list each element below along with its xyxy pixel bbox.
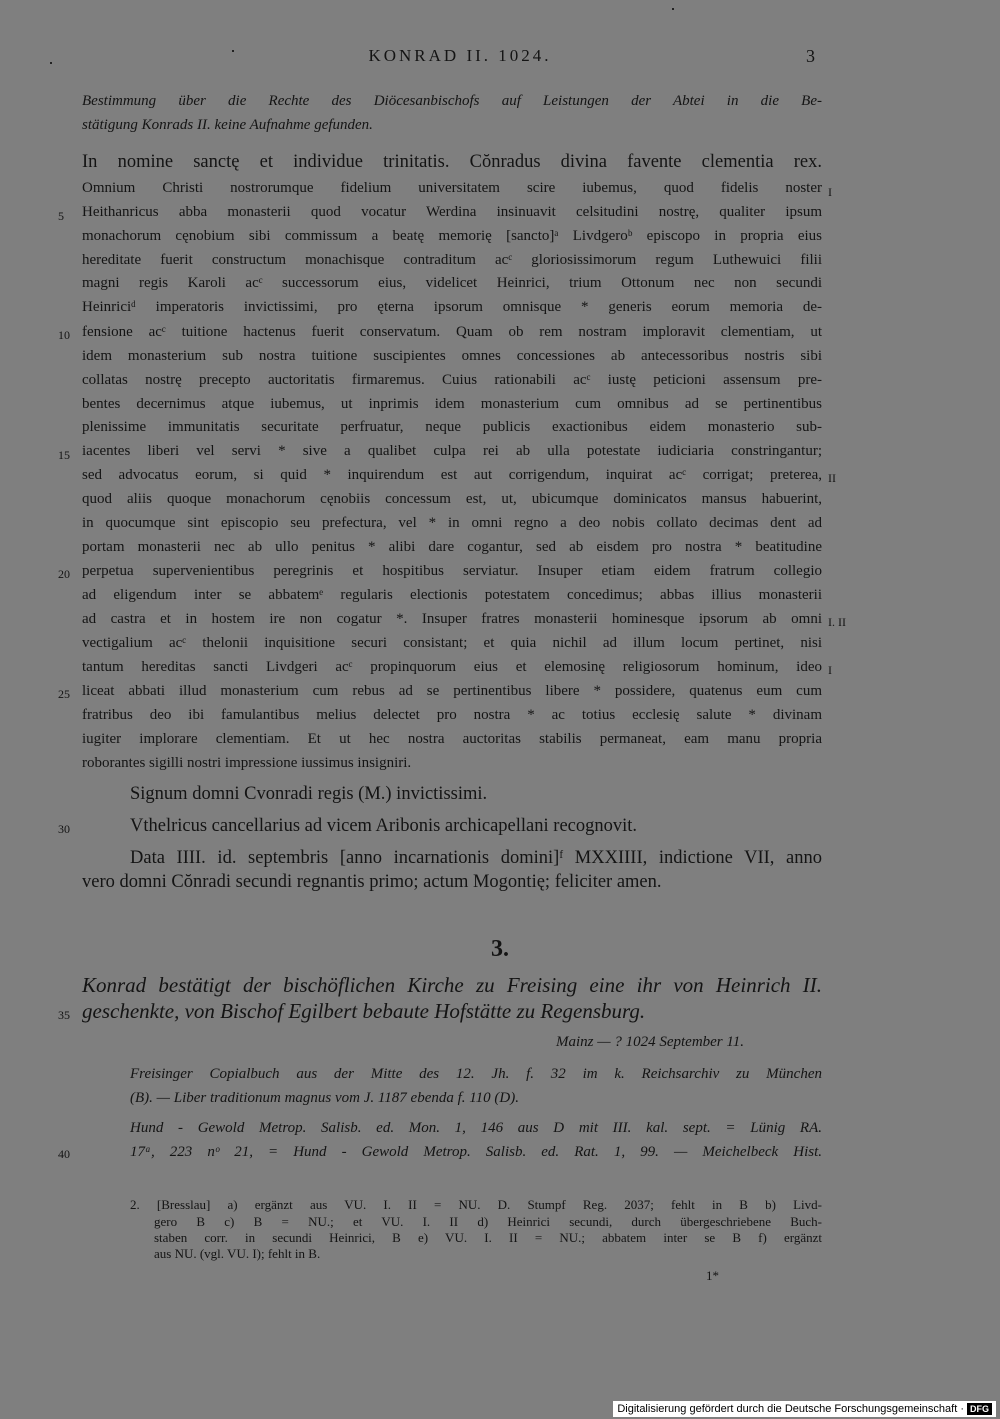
line-number: 10: [58, 328, 70, 342]
line-number: 40: [58, 1147, 70, 1161]
body-line: sed advocatus eorum, si quid * inquirendum est aut corrigendum, inquirat acᶜ corrigat; preterea,: [82, 467, 822, 483]
body-line: iacentes liberi vel servi * sive a qualibet culpa rei ab ulla potestate iudiciaria constringantur;: [82, 443, 822, 459]
body-line: Omnium Christi nostrorumque fidelium universitatem scire iubemus, quod fidelis noster: [82, 180, 822, 196]
body-line: tantum hereditas sancti Livdgeri acᶜ propinquorum eius et elemosinę religiosorum hominum, ideo: [82, 659, 822, 675]
body-line: idem monasterium sub nostra tuitione suscipientes omnes concessiones ab antecessoribus nostris sibi: [82, 348, 822, 364]
line-number: 35: [58, 1008, 70, 1022]
body-line: Heinriciᵈ imperatoris invictissimi, pro ęterna ipsorum omnisque * generis eorum memoria de-: [82, 299, 822, 315]
body-line: collatas nostrę precepto auctoritatis firmaremus. Cuius rationabili acᶜ iustę peticioni assensum pre-: [82, 372, 822, 388]
margin-note: I: [828, 663, 832, 677]
body-line: fratribus deo ibi famulantibus melius delectet pro nostra * ac totius ecclesię salute * divinam: [82, 707, 822, 723]
line-number: 30: [58, 822, 70, 836]
dfg-footer: [613, 1401, 996, 1417]
body-line: monachorum cęnobium sibi commissum a beatę memorię [sancto]ᵃ Livdgeroᵇ episcopo in propria eius: [82, 228, 822, 244]
source-line: Freisinger Copialbuch aus der Mitte des 12. Jh. f. 32 im k. Reichsarchiv zu München: [130, 1066, 822, 1082]
page-number: 3: [806, 46, 815, 66]
body-line: liceat abbati illud monasterium cum rebus ad se pertinentibus libere * possidere, quatenus eum cum: [82, 683, 822, 699]
footnote-line: aus NU. (vgl. VU. I); fehlt in B.: [154, 1246, 321, 1261]
document-title: geschenkte, von Bischof Egilbert bebaute Hofstätte zu Regensburg.: [82, 999, 646, 1023]
body-line: hereditate fuerit constructum monachisque contraditum acᶜ gloriosissimorum regum Luthewuici filii: [82, 252, 822, 268]
document-title: Konrad bestätigt der bischöflichen Kirche zu Freising eine ihr von Heinrich II.: [82, 973, 822, 997]
line-number: 20: [58, 567, 70, 581]
body-line: fensione acᶜ tuitione hactenus fuerit conservatum. Quam ob rem nostram imploravit clementiam, ut: [82, 324, 822, 340]
recognition-line: Vthelricus cancellarius ad vicem Aribonis archicapellani recognovit.: [130, 816, 638, 836]
margin-note: I. II: [828, 615, 846, 629]
scan-speck: [232, 50, 234, 52]
body-line: quod aliis quoque monachorum cęnobiis concessum est, ut, ubicumque dominicatos mansus habuerint,: [82, 491, 822, 507]
source-line: (B). — Liber traditionum magnus vom J. 1187 ebenda f. 110 (D).: [130, 1090, 519, 1106]
margin-note: II: [828, 471, 836, 485]
body-line: in quocumque sint episcopio seu prefectura, vel * in omni regno a deo nobis collato decimas dent ad: [82, 515, 822, 531]
body-line: plenissime immunitatis securitate perfruatur, neque publicis exactionibus eidem monasterio sub-: [82, 419, 822, 435]
scan-speck: [50, 62, 52, 64]
preface-line: Bestimmung über die Rechte des Diöcesanbischofs auf Leistungen der Abtei in die Be-: [82, 93, 822, 109]
sheet-signature: 1*: [706, 1268, 719, 1283]
signum-line: Signum domni Cvonradi regis (M.) invictissimi.: [130, 784, 488, 804]
footnote-line: 2. [Bresslau] a) ergänzt aus VU. I. II = NU. D. Stumpf Reg. 2037; fehlt in B b) Livd-: [130, 1197, 822, 1212]
body-line: In nomine sanctę et individue trinitatis. Cŏnradus divina favente clementia rex.: [82, 152, 822, 172]
datum-line: vero domni Cŏnradi secundi regnantis primo; actum Mogontię; feliciter amen.: [82, 872, 662, 892]
body-line: bentes decernimus atque iubemus, ut inprimis idem monasterium cum omnibus ad se pertinentibus: [82, 396, 822, 412]
margin-note: I: [828, 185, 832, 199]
line-number: 25: [58, 687, 70, 701]
line-number: 15: [58, 448, 70, 462]
body-line: perpetua supervenientibus peregrinis et hospitibus serviatur. Insuper etiam eidem fratrum collegio: [82, 563, 822, 579]
body-line: Heithanricus abba monasterii quod vocatur Werdina insinuavit celsitudini nostrę, qualiter ipsum: [82, 204, 822, 220]
footnote-line: staben corr. in secundi Heinrici, B e) VU. I. II = NU.; abbatem inter se B f) ergänzt: [154, 1230, 822, 1245]
body-line: portam monasterii nec ab ullo penitus * alibi dare cogantur, sed ab eisdem pro nostra * beatitudine: [82, 539, 822, 555]
body-line: ad eligendum inter se abbatemᵉ regularis electionis potestatem concedimus; abbas illius monasterii: [82, 587, 822, 603]
body-line: magni regis Karoli acᶜ successorum eius, videlicet Heinrici, trium Ottonum nec non secundi: [82, 275, 822, 291]
edition-line: 17ᵃ, 223 nᵒ 21, = Hund - Gewold Metrop. Salisb. ed. Rat. 1, 99. — Meichelbeck Hist.: [130, 1144, 822, 1160]
body-line: roborantes sigilli nostri impressione iussimus insigniri.: [82, 755, 412, 771]
body-line: ad castra et in hostem ire non cogatur *. Insuper fratres monasterii hominesque ipsorum ab omni: [82, 611, 822, 627]
edition-line: Hund - Gewold Metrop. Salisb. ed. Mon. 1, 146 aus D mit III. kal. sept. = Lünig RA.: [130, 1120, 822, 1136]
datum-line: Data IIII. id. septembris [anno incarnationis domini]ᶠ MXXIIII, indictione VII, anno: [130, 848, 822, 868]
footer-text: Digitalisierung gefördert durch die Deutsche Forschungsgemeinschaft ·: [617, 1403, 964, 1415]
running-title: KONRAD II. 1024.: [368, 46, 552, 65]
footnote-line: gero B c) B = NU.; et VU. I. II d) Heinrici secundi, durch übergeschriebene Buch-: [154, 1214, 822, 1229]
scan-speck: [672, 8, 674, 10]
body-line: vectigalium acᶜ thelonii inquisitione securi consistant; et quia nichil ad illum locum pertinet, nisi: [82, 635, 822, 651]
dfg-logo-icon: DFG: [967, 1403, 992, 1415]
body-line: iugiter implorare clementiam. Et ut hec nostra auctoritas stabilis permaneat, eam manu propria: [82, 731, 822, 747]
preface-line: stätigung Konrads II. keine Aufnahme gefunden.: [82, 117, 373, 133]
line-number: 5: [58, 209, 64, 223]
document-date: Mainz — ? 1024 September 11.: [556, 1034, 745, 1050]
document-number: 3.: [491, 936, 509, 962]
